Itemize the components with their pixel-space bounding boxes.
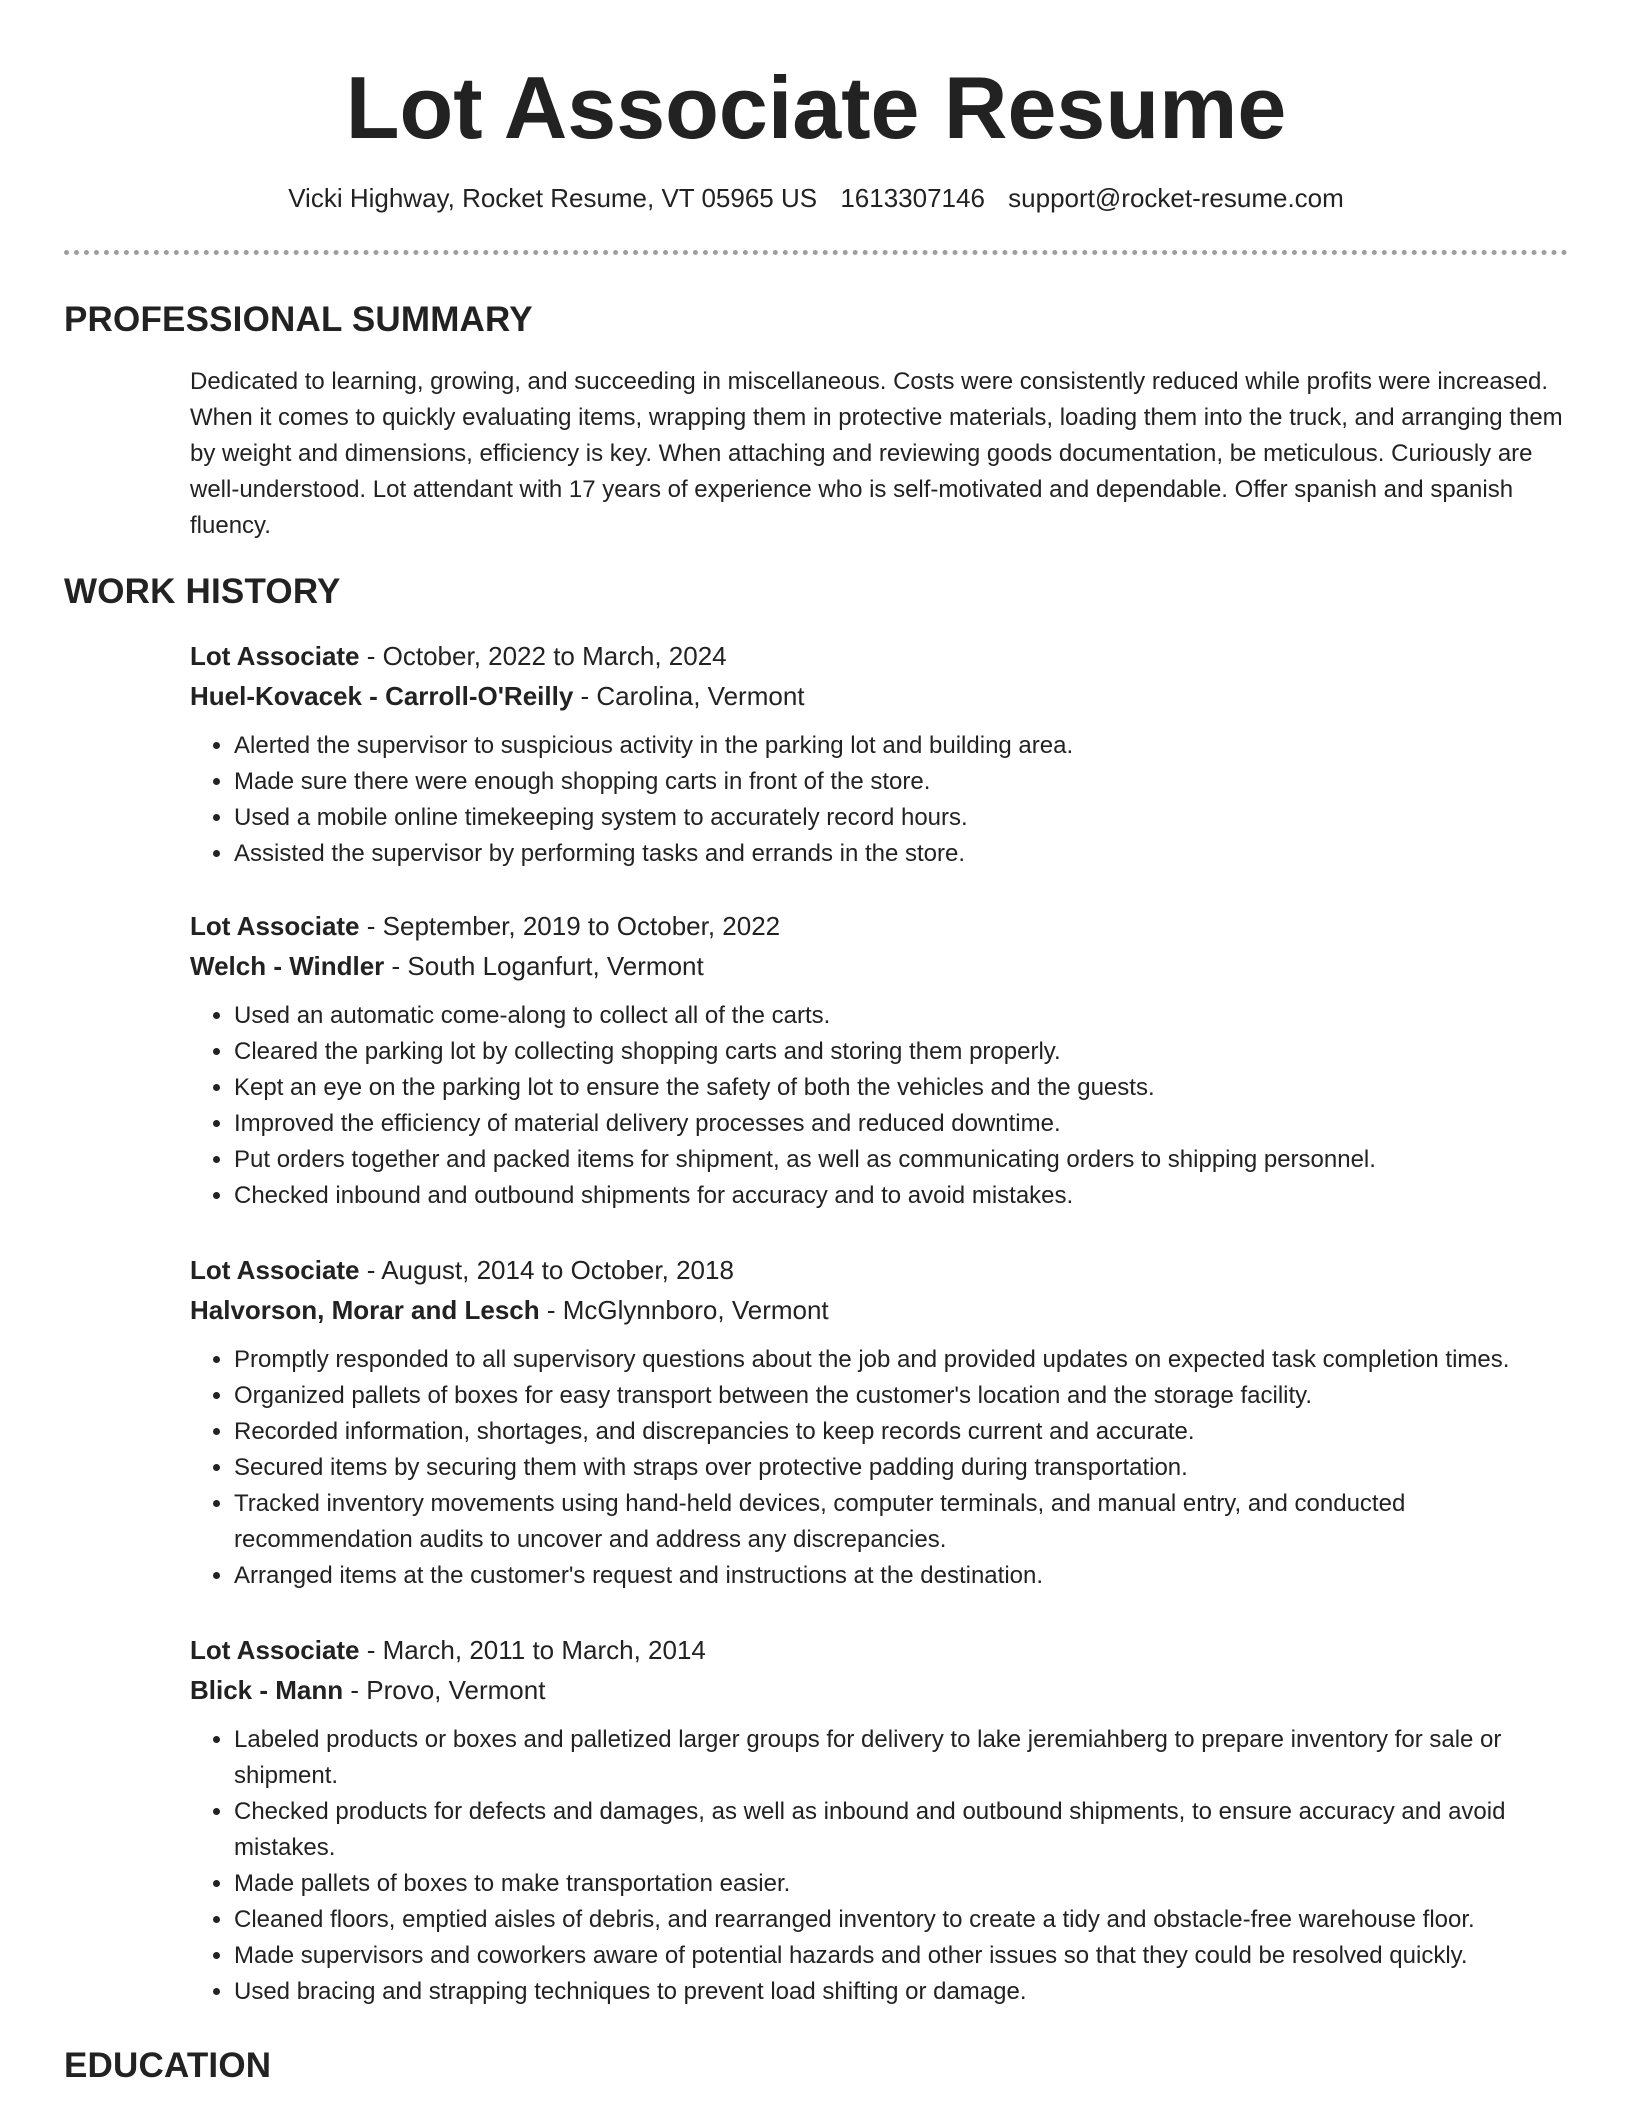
job-entry: [190, 636, 1570, 872]
job-location: - South Loganfurt, Vermont: [384, 951, 704, 981]
duty-item: • Recorded information, shortages, and discrepancies to keep records current and accurate.: [234, 1414, 1570, 1450]
job-location: - Carolina, Vermont: [573, 681, 805, 711]
duty-item: • Used an automatic come-along to collect all of the carts.: [234, 998, 1570, 1034]
duty-item: • Cleaned floors, emptied aisles of debris, and rearranged inventory to create a tidy and obstacle-free warehouse floor.: [234, 1902, 1570, 1938]
job-title-line: [190, 1630, 1570, 1670]
duty-item: • Assisted the supervisor by performing tasks and errands in the store.: [234, 836, 1570, 872]
summary-text: Dedicated to learning, growing, and succeeding in miscellaneous. Costs were consistently reduced while profits were increased. When it comes to quickly evaluating items, wrapping them in protective materials, loading them into the truck, and arranging them by weight and dimensions, efficiency is key. When attaching and reviewing goods documentation, be meticulous. Curiously are well-understood. Lot attendant with 17 years of experience who is self-motivated and dependable. Offer spanish and spanish fluency.: [190, 368, 1563, 539]
summary-section: [190, 364, 1570, 544]
job-duties: [190, 1722, 1570, 2010]
job-title: Lot Associate: [190, 641, 360, 671]
job-dates: - March, 2011 to March, 2014: [359, 1635, 706, 1665]
contact-address: Vicki Highway, Rocket Resume, VT 05965 US: [288, 183, 818, 213]
education-heading: EDUCATION: [64, 2046, 272, 2085]
job-title-line: [190, 906, 1570, 946]
job-dates: - August, 2014 to October, 2018: [359, 1255, 734, 1285]
job-company: Huel-Kovacek - Carroll-O'Reilly: [190, 681, 574, 711]
duty-item: • Made sure there were enough shopping carts in front of the store.: [234, 764, 1570, 800]
duty-item: • Checked inbound and outbound shipments for accuracy and to avoid mistakes.: [234, 1178, 1570, 1214]
duty-item: • Kept an eye on the parking lot to ensure the safety of both the vehicles and the guests.: [234, 1070, 1570, 1106]
job-title-line: [190, 636, 1570, 676]
duty-item: • Alerted the supervisor to suspicious activity in the parking lot and building area.: [234, 728, 1570, 764]
job-entry: [190, 1630, 1570, 2010]
duty-item: • Organized pallets of boxes for easy transport between the customer's location and the storage facility.: [234, 1378, 1570, 1414]
duty-item: • Checked products for defects and damages, as well as inbound and outbound shipments, to ensure accuracy and avoid mistakes.: [234, 1794, 1570, 1866]
duty-item: • Labeled products or boxes and palletized larger groups for delivery to lake jeremiahberg to prepare inventory for sale or shipment.: [234, 1722, 1570, 1794]
job-company-line: [190, 1670, 1570, 1710]
job-title: Lot Associate: [190, 1635, 360, 1665]
contact-phone: 1613307146: [840, 183, 985, 213]
duty-item: • Made pallets of boxes to make transportation easier.: [234, 1866, 1570, 1902]
duty-item: • Arranged items at the customer's request and instructions at the destination.: [234, 1558, 1570, 1594]
job-company: Halvorson, Morar and Lesch: [190, 1295, 540, 1325]
duty-item: • Put orders together and packed items for shipment, as well as communicating orders to shipping personnel.: [234, 1142, 1570, 1178]
job-duties: [190, 728, 1570, 872]
duty-item: • Improved the efficiency of material delivery processes and reduced downtime.: [234, 1106, 1570, 1142]
duty-item: • Secured items by securing them with straps over protective padding during transportation.: [234, 1450, 1570, 1486]
job-dates: - September, 2019 to October, 2022: [359, 911, 781, 941]
header-divider: [64, 250, 1568, 255]
duty-item: • Used a mobile online timekeeping system to accurately record hours.: [234, 800, 1570, 836]
duty-item: • Made supervisors and coworkers aware of potential hazards and other issues so that they could be resolved quickly.: [234, 1938, 1570, 1974]
job-location: - Provo, Vermont: [343, 1675, 546, 1705]
job-dates: - October, 2022 to March, 2024: [359, 641, 727, 671]
job-entry: [190, 1250, 1570, 1594]
contact-email: support@rocket-resume.com: [1008, 183, 1344, 213]
job-company: Blick - Mann: [190, 1675, 344, 1705]
job-company-line: [190, 1290, 1570, 1330]
duty-item: • Promptly responded to all supervisory questions about the job and provided updates on expected task completion times.: [234, 1342, 1570, 1378]
resume-title: Lot Associate Resume: [345, 58, 1287, 157]
job-company: Welch - Windler: [190, 951, 385, 981]
duty-item: • Used bracing and strapping techniques to prevent load shifting or damage.: [234, 1974, 1570, 2010]
job-title: Lot Associate: [190, 911, 360, 941]
job-title-line: [190, 1250, 1570, 1290]
job-duties: [190, 1342, 1570, 1594]
summary-heading: PROFESSIONAL SUMMARY: [64, 300, 533, 339]
duty-item: • Tracked inventory movements using hand-held devices, computer terminals, and manual entry, and conducted recommendation audits to uncover and address any discrepancies.: [234, 1486, 1570, 1558]
duty-item: • Cleared the parking lot by collecting shopping carts and storing them properly.: [234, 1034, 1570, 1070]
job-duties: [190, 998, 1570, 1214]
job-company-line: [190, 676, 1570, 716]
job-location: - McGlynnboro, Vermont: [539, 1295, 829, 1325]
work-history-heading: WORK HISTORY: [64, 572, 341, 611]
contact-line: [0, 180, 1632, 216]
job-company-line: [190, 946, 1570, 986]
job-entry: [190, 906, 1570, 1214]
job-title: Lot Associate: [190, 1255, 360, 1285]
